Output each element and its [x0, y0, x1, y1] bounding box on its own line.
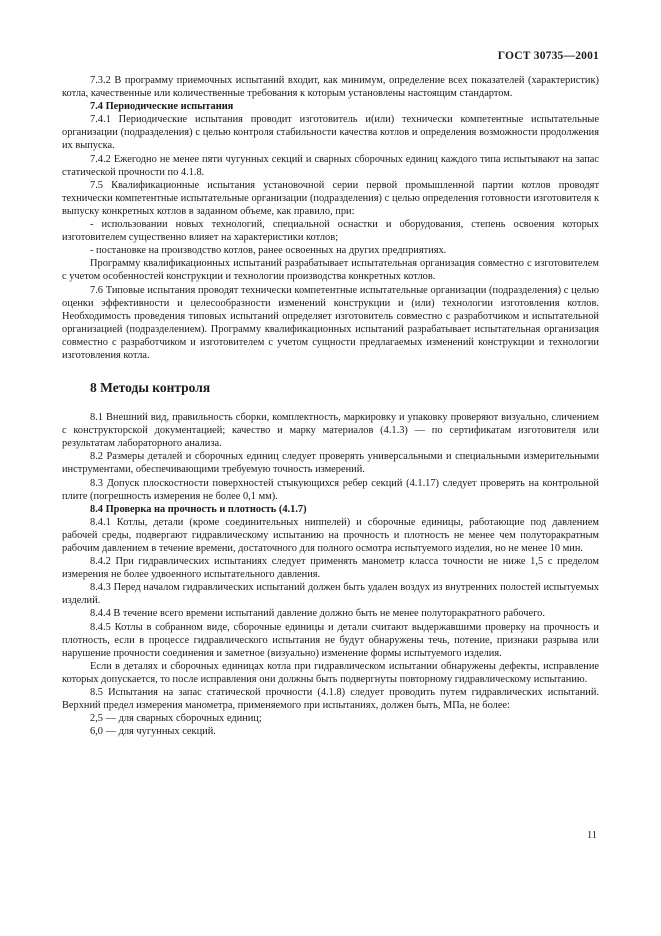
paragraph-7-4-2: 7.4.2 Ежегодно не менее пяти чугунных секций и сварных сборочных единиц каждого типа испытывают на запас статической прочности по 4.1.8.	[62, 153, 599, 178]
paragraph-8-5: 8.5 Испытания на запас статической прочности (4.1.8) следует проводить путем гидравлических испытаний. Верхний предел измерения манометра, применяемого при испытаниях, должен быть, МПа, не более:	[62, 687, 599, 712]
heading-8-4: 8.4 Проверка на прочность и плотность (4.1.7)	[90, 503, 307, 515]
paragraph-7-4-1: 7.4.1 Периодические испытания проводит изготовитель и(или) технически компетентные испытательные организации (подразделения) с целью контроля стабильности качества котлов и определения возможности продолжения их выпуска.	[62, 114, 599, 152]
section-heading-8: 8 Методы контроля	[90, 380, 211, 396]
paragraph-8-3: 8.3 Допуск плоскостности поверхностей стыкующихся ребер секций (4.1.17) следует проверять на контрольной плите (погрешность измерения не более 0,1 мм).	[62, 477, 599, 502]
list-item-new-technologies: - использовании новых технологий, специальной оснастки и оборудования, степень освоения которых изготовителем существенно влияет на характеристики котлов;	[62, 219, 599, 244]
heading-7-4: 7.4 Периодические испытания	[90, 101, 234, 113]
paragraph-8-4-2: 8.4.2 При гидравлических испытаниях следует применять манометр класса точности не ниже 1,5 с пределом измерения не более удвоенного испытательного давления.	[62, 556, 599, 581]
list-item-welded-units: 2,5 — для сварных сборочных единиц;	[90, 713, 262, 725]
paragraph-qualification-program: Программу квалификационных испытаний разрабатывает испытательная организация совместно с изготовителем с учетом особенностей конструкции и технологии производства конкретных котлов.	[62, 258, 599, 283]
paragraph-7-5: 7.5 Квалификационные испытания установочной серии первой промышленной партии котлов проводят технически компетентные испытательные организации (подразделения) с целью определения готовности изготовителя к выпуску конкретных котлов в заданном объеме, как правило, при:	[62, 179, 599, 217]
list-item-production-setup: - постановке на производство котлов, ранее освоенных на других предприятиях.	[90, 245, 447, 257]
document-header: ГОСТ 30735—2001	[497, 50, 599, 62]
paragraph-8-4-4: 8.4.4 В течение всего времени испытаний давление должно быть не менее полуторакратного рабочего.	[90, 608, 545, 620]
paragraph-7-3-2: 7.3.2 В программу приемочных испытаний входит, как минимум, определение всех показателей (характеристик) котла, качественные или количественные требования к которым установлены настоящим стандартом.	[62, 75, 599, 100]
document-body	[62, 74, 599, 738]
paragraph-defects: Если в деталях и сборочных единицах котла при гидравлическом испытании обнаружены дефекты, исправление которых допускается, то после исправления они должны быть подвергнуты повторному гидравлическому испытанию.	[62, 660, 599, 685]
paragraph-8-4-3: 8.4.3 Перед началом гидравлических испытаний должен быть удален воздух из внутренних полостей испытуемых изделий.	[62, 582, 599, 607]
paragraph-8-4-1: 8.4.1 Котлы, детали (кроме соединительных ниппелей) и сборочные единицы, работающие под давлением рабочей среды, подвергают гидравлическому испытанию на прочность и плотность не менее чем полуторакратным рабочим давлением в течение времени, достаточного для полного осмотра испытуемого изделия, но не менее 10 мин.	[62, 516, 599, 554]
page-number: 11	[586, 830, 597, 841]
paragraph-8-4-5: 8.4.5 Котлы в собранном виде, сборочные единицы и детали считают выдержавшими проверку на прочность и плотность, если в процессе гидравлического испытания не будут обнаружены течь, потение, признаки разрыва или нарушение прочности соединения и заметное (визуально) изменение формы испытуемого изделия.	[62, 621, 599, 659]
list-item-cast-iron-sections: 6,0 — для чугунных секций.	[90, 726, 216, 738]
paragraph-8-2: 8.2 Размеры деталей и сборочных единиц следует проверять универсальными и специальными измерительными инструментами, обеспечивающими требуемую точность измерений.	[62, 451, 599, 476]
paragraph-8-1: 8.1 Внешний вид, правильность сборки, комплектность, маркировку и упаковку проверяют визуально, сличением с конструкторской документацией; качество и марку материалов (4.1.3) — по сертификатам изготовителя или результатам лабораторного анализа.	[62, 412, 599, 450]
paragraph-7-6: 7.6 Типовые испытания проводят технически компетентные испытательные организации (подразделения) с целью оценки эффективности и целесообразности изменений конструкции и (или) технологии изготовления котлов. Необходимость проведения типовых испытаний определяет изготовитель совместно с разработчиком и испытательной организацией (подразделением). Программу квалификационных испытаний разрабатывает испытательная организация совместно с разработчиком и изготовителем с учетом сущности предлагаемых изменений конструкции и технологии изготовления котла.	[62, 284, 599, 361]
